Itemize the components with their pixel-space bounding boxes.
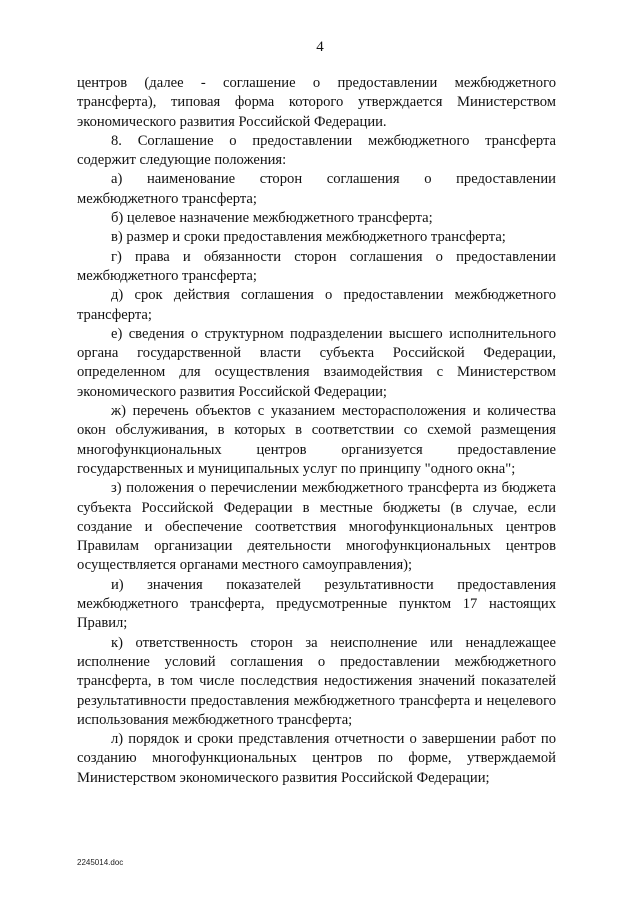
paragraph-continuation: центров (далее - соглашение о предоставлении межбюджетного трансферта), типовая форма которого утверждается Министерством экономического развития Российской Федерации. bbox=[77, 75, 556, 130]
list-item-z: з) положения о перечислении межбюджетного трансферта из бюджета субъекта Российской Федерации в местные бюджеты (в случае, если создание и обеспечение соответствия многофункциональных центров Правилам организации деятельности многофункциональных центров осуществляется органами местного самоуправления); bbox=[77, 480, 556, 574]
list-item-zh: ж) перечень объектов с указанием месторасположения и количества окон обслуживания, в которых в соответствии со схемой размещения многофункциональных центров организуется предоставление государственных и муниципальных услуг по принципу "одного окна"; bbox=[77, 403, 556, 477]
page-number: 4 bbox=[316, 39, 324, 55]
document-body bbox=[77, 74, 556, 788]
list-item-e: е) сведения о структурном подразделении высшего исполнительного органа государственной власти субъекта Российской Федерации, определенном для осуществления взаимодействия с Министерством экономического развития Российской Федерации; bbox=[77, 325, 556, 400]
document-file-code: 2245014.doc bbox=[77, 858, 124, 867]
list-item-d: д) срок действия соглашения о предоставлении межбюджетного трансферта; bbox=[77, 287, 556, 323]
list-item-v: в) размер и сроки предоставления межбюджетного трансферта; bbox=[111, 229, 506, 246]
list-item-i: и) значения показателей результативности предоставления межбюджетного трансферта, предусмотренные пунктом 17 настоящих Правил; bbox=[77, 576, 556, 632]
list-item-b: б) целевое назначение межбюджетного трансферта; bbox=[111, 210, 433, 227]
list-item-l: л) порядок и сроки представления отчетности о завершении работ по созданию многофункциональных центров по форме, утверждаемой Министерством экономического развития Российской Федерации; bbox=[77, 731, 556, 786]
list-item-a: а) наименование сторон соглашения о предоставлении межбюджетного трансферта; bbox=[77, 171, 556, 207]
list-item-g: г) права и обязанности сторон соглашения о предоставлении межбюджетного трансферта; bbox=[77, 248, 556, 284]
paragraph-clause-8: 8. Соглашение о предоставлении межбюджетного трансферта содержит следующие положения: bbox=[77, 132, 556, 169]
list-item-k: к) ответственность сторон за неисполнение или ненадлежащее исполнение условий соглашения о предоставлении межбюджетного трансферта, в том числе последствия недостижения значений показателей результативности предоставления межбюджетного трансферта и нецелевого использования межбюджетного трансферта; bbox=[77, 634, 556, 728]
